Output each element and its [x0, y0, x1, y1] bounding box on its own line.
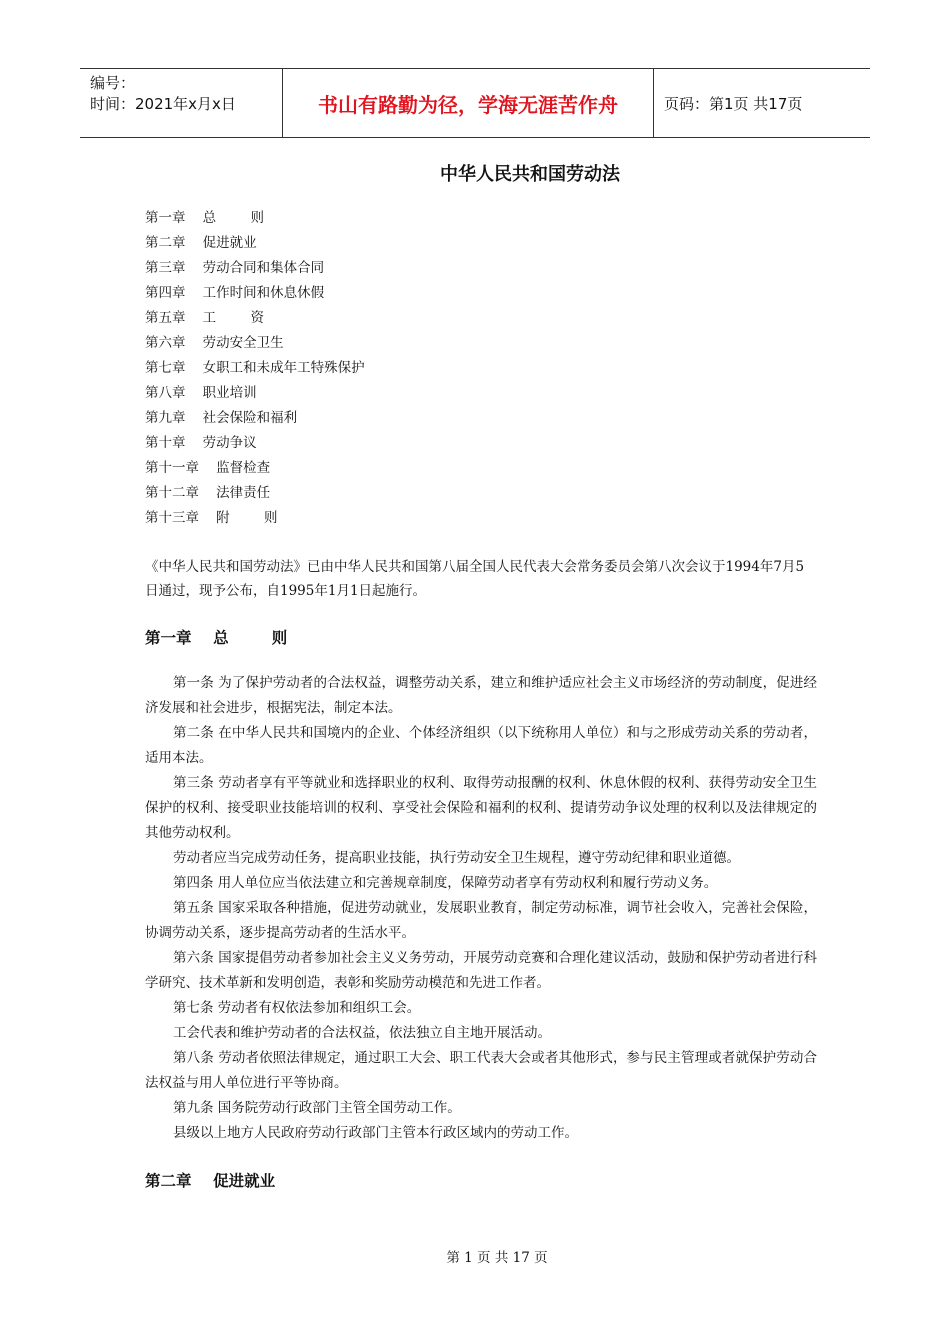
header-motto: 书山有路勤为径，学海无涯苦作舟 — [282, 69, 654, 137]
table-of-contents — [145, 207, 365, 532]
article-paragraph: 第九条 国务院劳动行政部门主管全国劳动工作。 — [173, 1100, 461, 1116]
article-paragraph: 工会代表和维护劳动者的合法权益，依法独立自主地开展活动。 — [173, 1025, 551, 1041]
article-paragraph: 县级以上地方人民政府劳动行政部门主管本行政区域内的劳动工作。 — [173, 1125, 578, 1141]
toc-item: 第一章 总 则 — [145, 210, 264, 226]
document-title: 中华人民共和国劳动法 — [440, 164, 620, 185]
promulgation-notice: 《中华人民共和国劳动法》已由中华人民共和国第八届全国人民代表大会常务委员会第八次会议于1994年7月5日通过，现予公布，自1995年1月1日起施行。 — [145, 559, 805, 599]
chapter-2-heading: 第二章 促进就业 — [145, 1172, 276, 1190]
date-line: 时间：2021年x月x日 — [90, 95, 236, 113]
header-meta — [80, 69, 282, 137]
header-page-info: 页码：第1页 共17页 — [664, 94, 803, 113]
serial-number-label: 编号： — [90, 74, 136, 92]
toc-item: 第十一章 监督检查 — [145, 460, 271, 476]
article-paragraph: 第七条 劳动者有权依法参加和组织工会。 — [173, 1000, 421, 1016]
toc-item: 第五章 工 资 — [145, 310, 264, 326]
toc-item: 第九章 社会保险和福利 — [145, 410, 298, 426]
toc-item: 第八章 职业培训 — [145, 385, 257, 401]
toc-item: 第三章 劳动合同和集体合同 — [145, 260, 325, 276]
article-paragraph: 第二条 在中华人民共和国境内的企业、个体经济组织（以下统称用人单位）和与之形成劳动关系的劳动者，适用本法。 — [145, 725, 817, 766]
toc-item: 第六章 劳动安全卫生 — [145, 335, 284, 351]
article-paragraph: 劳动者应当完成劳动任务，提高职业技能，执行劳动安全卫生规程，遵守劳动纪律和职业道德。 — [173, 850, 740, 866]
toc-item: 第七章 女职工和未成年工特殊保护 — [145, 360, 365, 376]
page-header — [80, 68, 870, 138]
article-paragraph: 第一条 为了保护劳动者的合法权益，调整劳动关系，建立和维护适应社会主义市场经济的劳动制度，促进经济发展和社会进步，根据宪法，制定本法。 — [145, 675, 817, 716]
toc-item: 第十二章 法律责任 — [145, 485, 271, 501]
toc-item: 第十章 劳动争议 — [145, 435, 257, 451]
article-paragraph: 第六条 国家提倡劳动者参加社会主义义务劳动，开展劳动竞赛和合理化建议活动，鼓励和保护劳动者进行科学研究、技术革新和发明创造，表彰和奖励劳动模范和先进工作者。 — [145, 950, 817, 991]
chapter-1-heading: 第一章 总 则 — [145, 629, 288, 647]
toc-item: 第四章 工作时间和休息休假 — [145, 285, 325, 301]
article-paragraph: 第八条 劳动者依照法律规定，通过职工大会、职工代表大会或者其他形式，参与民主管理或者就保护劳动合法权益与用人单位进行平等协商。 — [145, 1050, 817, 1091]
article-paragraph: 第三条 劳动者享有平等就业和选择职业的权利、取得劳动报酬的权利、休息休假的权利、获得劳动安全卫生保护的权利、接受职业技能培训的权利、享受社会保险和福利的权利、提请劳动争议处理的权利以及法律规定的其他劳动权利。 — [145, 775, 817, 841]
page-footer: 第 1 页 共 17 页 — [446, 1250, 548, 1266]
article-paragraph: 第四条 用人单位应当依法建立和完善规章制度，保障劳动者享有劳动权利和履行劳动义务。 — [173, 875, 718, 891]
toc-item: 第二章 促进就业 — [145, 235, 257, 251]
toc-item: 第十三章 附 则 — [145, 510, 278, 526]
article-paragraph: 第五条 国家采取各种措施，促进劳动就业，发展职业教育，制定劳动标准，调节社会收入，完善社会保险，协调劳动关系，逐步提高劳动者的生活水平。 — [145, 900, 817, 941]
chapter-1-body — [145, 671, 817, 1146]
